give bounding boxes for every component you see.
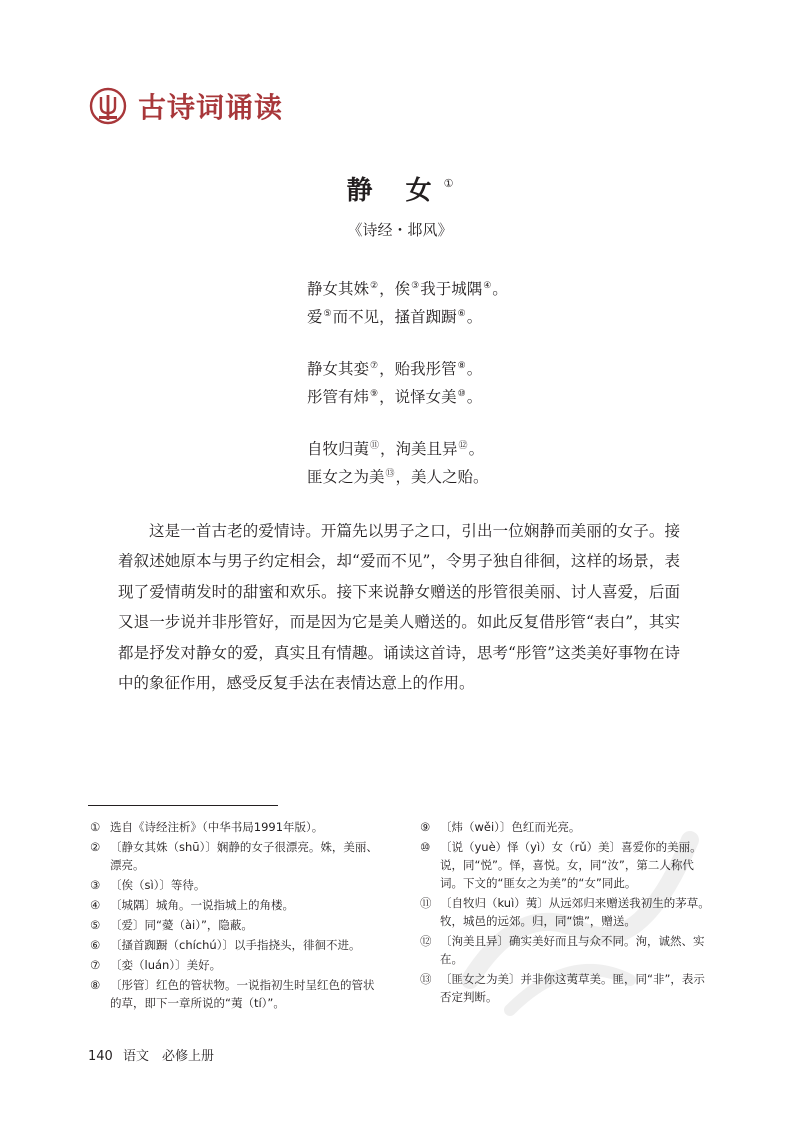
footnote: [90, 976, 380, 1012]
poem-title: [0, 170, 800, 207]
footnote-text: 〔说（yuè）怿（yì）女（rǔ）美〕喜爱你的美丽。说，同“悦”。怿，喜悦。女，同“汝”，第二人称代词。下文的“匪女之为美”的“女”同此。: [440, 840, 702, 890]
footnote-mark: ⑤: [323, 309, 332, 319]
footnote: [420, 818, 710, 836]
footnote-text: 〔静女其姝（shū）〕娴静的女子很漂亮。姝，美丽、漂亮。: [110, 840, 378, 872]
poem-text: 而不见，搔首踟蹰: [332, 308, 457, 326]
footnote-mark: ⑫: [458, 441, 468, 451]
poem-body: [307, 272, 508, 488]
footnote: [420, 932, 710, 968]
poem-text: ，俟: [379, 280, 411, 298]
poem-text: 静女其娈: [307, 360, 370, 378]
footnote-mark: ⑬: [385, 469, 395, 479]
poem-line: [307, 352, 508, 380]
footnote-mark: ⑪: [370, 441, 380, 451]
footnotes-right-column: [420, 818, 710, 1008]
footnote: [90, 818, 380, 836]
footnote-text: 〔爱〕同“薆（ài）”，隐蔽。: [110, 918, 253, 932]
footnote-text: 选自《诗经注析》（中华书局1991年版）。: [110, 820, 324, 834]
footnote-number: ⑧: [90, 978, 101, 992]
footnote-number: ⑦: [90, 958, 101, 972]
commentary: [118, 516, 680, 698]
poem-text: 。: [466, 388, 483, 406]
footnote: [90, 876, 380, 894]
footnote-mark: ⑨: [370, 389, 379, 399]
commentary-paragraph: 这是一首古老的爱情诗。开篇先以男子之口，引出一位娴静而美丽的女子。接着叙述她原本与男子约定相会，却“爱而不见”，令男子独自徘徊，这样的场景，表现了爱情萌发时的甜蜜和欢乐。接下来说静女赠送的彤管很美丽、讨人喜爱，后面又退一步说并非彤管好，而是因为它是美人赠送的。如此反复借彤管“表白”，其实都是抒发对静女的爱，真实且有情趣。诵读这首诗，思考“彤管”这类美好事物在诗中的象征作用，感受反复手法在表情达意上的作用。: [118, 522, 680, 693]
page-number: 140: [88, 1049, 113, 1064]
footnote-mark: ⑧: [457, 361, 466, 371]
poem-text: 彤管有炜: [307, 388, 370, 406]
poem-text: 。: [492, 280, 508, 298]
section-title: 古诗词诵读: [138, 91, 284, 124]
book-title: 语文 必修上册: [122, 1049, 214, 1064]
footnote-number: ①: [90, 820, 101, 834]
footnote-text: 〔搔首踟蹰（chíchú）〕以手指挠头，徘徊不进。: [110, 938, 361, 952]
footnote: [420, 970, 710, 1006]
footnote-number: ②: [90, 840, 101, 854]
poem-line: [307, 272, 508, 300]
poem-source: 《诗经・邶风》: [347, 221, 453, 239]
footnote-number: ⑩: [420, 840, 431, 854]
footnote-text: 〔炜（wěi）〕色红而光亮。: [440, 820, 581, 834]
footnote: [420, 838, 710, 892]
footnote-number: ⑥: [90, 938, 101, 952]
poem-line: [307, 432, 508, 460]
poem-title-footnote-mark: ①: [443, 177, 454, 190]
poem-text: 匪女之为美: [307, 468, 385, 486]
footnote-mark: ⑦: [370, 361, 379, 371]
page-footer: [88, 1045, 214, 1064]
footnote-mark: ③: [411, 281, 420, 291]
footnote: [420, 894, 710, 930]
footnote-text: 〔娈（luán）〕美好。: [110, 958, 222, 972]
poem-text: 。: [466, 308, 483, 326]
footnote: [90, 916, 380, 934]
footnote-text: 〔彤管〕红色的管状物。一说指初生时呈红色的管状的草，即下一章所说的“荑（tí）”。: [110, 978, 375, 1010]
footnote-number: ⑤: [90, 918, 101, 932]
poem-line: [307, 380, 508, 408]
footnote-text: 〔自牧归（kuì）荑〕从远郊归来赠送我初生的茅草。牧，城邑的远郊。归，同“馈”，赠送。: [440, 896, 710, 928]
poem-line: [307, 460, 508, 488]
footnote-mark: ②: [370, 281, 379, 291]
footnote-text: 〔俟（sì）〕等待。: [110, 878, 206, 892]
section-header: [88, 84, 283, 128]
poem-text: 自牧归荑: [307, 440, 370, 458]
poem-text: 爱: [307, 308, 323, 326]
poem-text: 。: [468, 440, 485, 458]
footnote-text: 〔匪女之为美〕并非你这荑草美。匪，同“非”，表示否定判断。: [440, 972, 705, 1004]
footnote-number: ③: [90, 878, 101, 892]
footnote-number: ④: [90, 898, 101, 912]
footnote-mark: ④: [483, 281, 492, 291]
footnote: [90, 936, 380, 954]
footnote-mark: ⑥: [457, 309, 466, 319]
poem-title-text: 静 女: [346, 176, 444, 206]
footnote: [90, 838, 380, 874]
poem-line: [307, 300, 508, 328]
poem-text: 。: [466, 360, 483, 378]
poem-text: ，说怿女美: [379, 388, 457, 406]
footnote-number: ⑬: [420, 972, 432, 986]
footnote-mark: ⑩: [457, 389, 466, 399]
footnote-number: ⑨: [420, 820, 431, 834]
footnote: [90, 956, 380, 974]
footnote-text: 〔城隅〕城角。一说指城上的角楼。: [110, 898, 294, 912]
footnote-number: ⑪: [420, 896, 432, 910]
footnotes-left-column: [90, 818, 380, 1014]
poem-text: 静女其姝: [307, 280, 370, 298]
footnote-divider: [88, 805, 278, 806]
footnote-text: 〔洵美且异〕确实美好而且与众不同。洵，诚然、实在。: [440, 934, 705, 966]
poem-text: 我于城隅: [420, 280, 483, 298]
poem-text: ，洵美且异: [380, 440, 458, 458]
bell-seal-icon: [88, 86, 128, 126]
poem-text: ，贻我彤管: [379, 360, 457, 378]
footnote: [90, 896, 380, 914]
footnote-number: ⑫: [420, 934, 432, 948]
poem-text: ，美人之贻。: [395, 468, 489, 486]
